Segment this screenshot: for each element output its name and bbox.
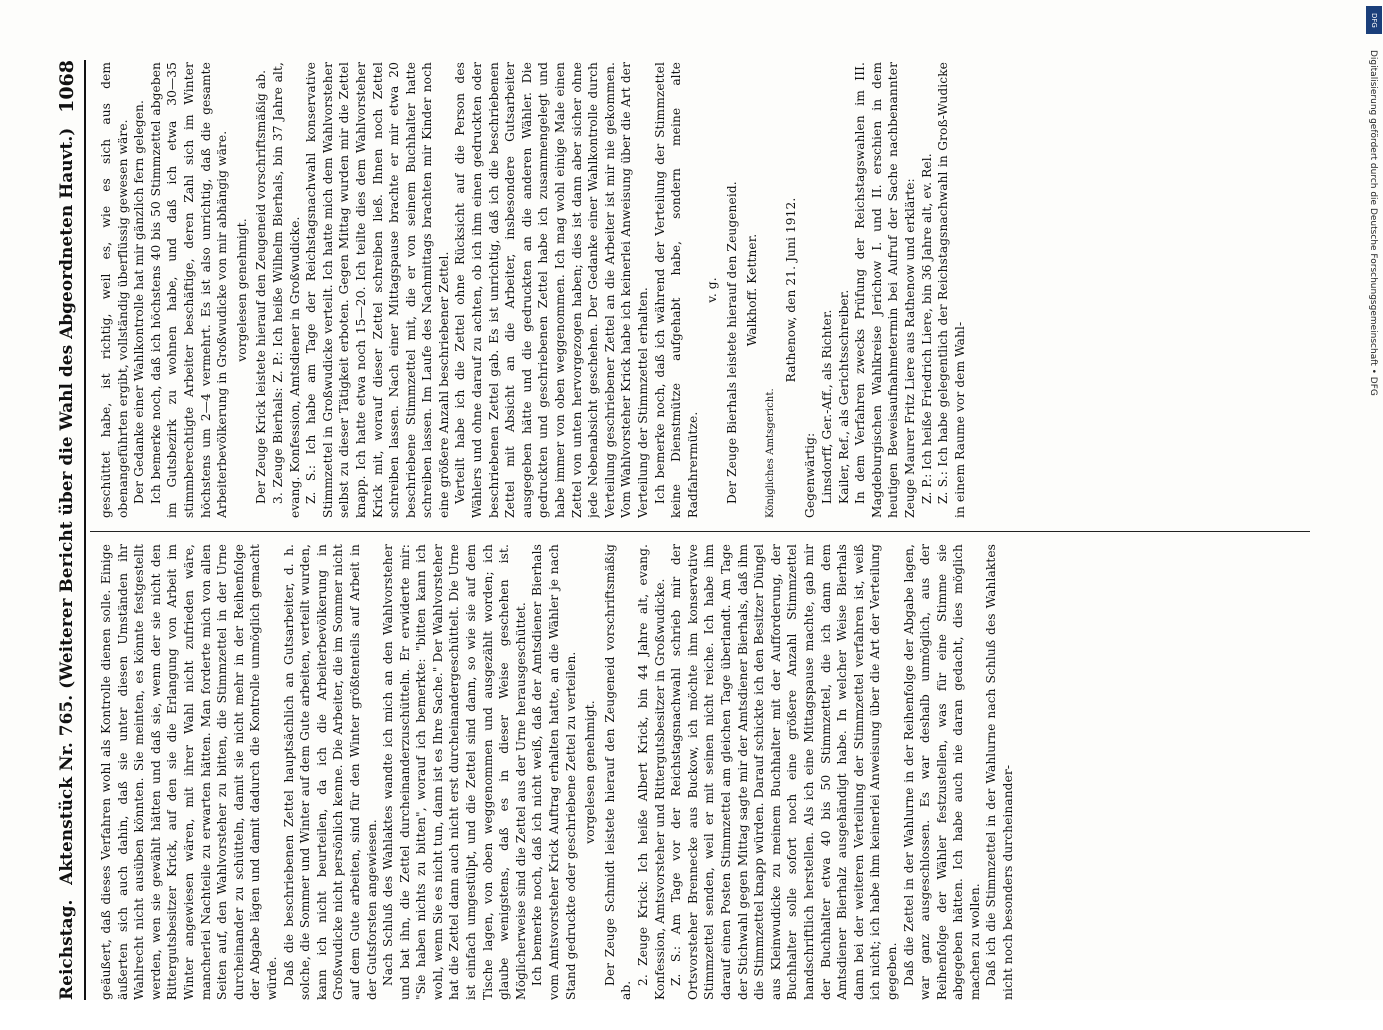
paragraph: Der Zeuge Krick leistete hierauf den Zeugeneid vorschriftsmäßig ab.	[254, 69, 269, 504]
text-column-right	[98, 62, 1308, 518]
paragraph: Verteilt habe ich die Zettel ohne Rücksicht auf die Person des Wählers und ohne darauf zu achten, ob ich ihm einen gedruckten oder beschriebenen Zettel gab. Es ist unrichtig, daß ich die beschriebenen Zettel mit Absicht an die Arbeiter, insbesondere Gutsarbeiter ausgegeben hätte und die gedruckten an die anderen Wähler. Die gedruckten und geschriebenen Zettel habe ich zusammengelegt und habe immer von oben weggenommen. Ich mag wohl einige Male einen Zettel von unten hervorgezogen haben; dies ist dann aber sicher ohne jede Nebenabsicht geschehen. Der Gedanke einer Wahlkontrolle durch Verteilung geschriebener Zettel an die Arbeiter ist mir nie gekommen. Vom Wahlvorsteher Krick habe ich keinerlei Anweisung über die Art der Verteilung der Stimmzettel erhalten.	[453, 62, 650, 518]
paragraph: Z. S.: Ich habe am Tage der Reichstagsnachwahl konservative Stimmzettel in Großwudicke verteilt. Ich hatte mich dem Wahlvorsteher selbst zu dieser Tätigkeit erboten. Gegen Mittag wurden mir die Zettel knapp. Ich hatte etwa noch 15—20. Ich teilte dies dem Wahlvorsteher Krick mit, worauf dieser Zettel schreiben ließ. Ihnen noch Zettel schreiben lassen. Nach einer Mittagspause brachte er mir etwa 20 beschriebene Stimmzettel mit, die er von seinem Buchhalter hatte schreiben lassen. Im Laufe des Nachmittags brachten mir Kinder noch eine größere Anzahl beschriebener Zettel.	[304, 62, 451, 518]
header-left: Reichstag.	[57, 899, 77, 1000]
header-title: Aktenstück Nr. 765. (Weiterer Bericht über die Wahl des Abgeordneten Hauvt.)	[57, 127, 77, 885]
paragraph: Rathenow, den 21. Juni 1912.	[783, 197, 798, 383]
paragraph: In dem Verfahren zwecks Prüfung der Reichstagswahlen im III. Magdeburgischen Wahlkreise Jerichow I. und II. erschien in dem heutigen Beweisaufnahmetermin bei Aufruf der Sache nachbenannter Zeuge Maurer Fritz Liere aus Rathenow und erklärte:	[853, 62, 917, 518]
paragraph: Königliches Amtsgericht.	[765, 388, 777, 518]
paragraph: 3. Zeuge Bierhals: Z. P.: Ich heiße Wilhelm Bierhals, bin 37 Jahre alt, evang. Konfession, Amtsdiener in Großwudicke.	[270, 62, 302, 518]
paragraph: Der Gedanke einer Wahlkontrolle hat mir gänzlich fern gelegen.	[132, 100, 147, 504]
text-column-left	[98, 544, 1308, 1000]
paragraph: Daß ich die Stimmzettel in der Wahlurne nach Schluß des Wahlaktes nicht noch besonders durcheinander-	[984, 544, 1016, 1000]
paragraph: Linsdorff, Ger.-Aff., als Richter.	[819, 309, 834, 504]
column-divider	[90, 531, 1310, 532]
paragraph: Nach Schluß des Wahlaktes wandte ich mich an den Wahlvorsteher und bat ihn, die Zettel durcheinanderzuschütteln. Er erwiderte mir: "Sie haben nichts zu bitten", worauf ich bemerkte: "bitten kann ich wohl, wenn Sie es nicht tun, dann ist es Ihre Sache." Der Wahlvorsteher hat die Zettel dann auch nicht erst durcheinandergeschüttelt. Die Urne ist einfach umgestülpt, und die Zettel sind dann, so wie sie auf dem Tische lagen, von oben weggenommen und ausgezählt worden; ich glaube wenigstens, daß es in dieser Weise geschehen ist. Möglicherweise sind die Zettel aus der Urne herausgeschüttet.	[381, 544, 528, 1000]
digitization-credit: Digitalisierung gefördert durch die Deutsche Forschungsgemeinschaft • DFG	[1368, 50, 1378, 396]
paragraph: Daß die Zettel in der Wahlurne in der Reihenfolge der Abgabe lagen, war ganz ausgeschlossen. Es war deshalb unmöglich, aus der Reihenfolge der Wähler festzustellen, was für eine Stimme sie abgegeben hätten. Ich habe auch nie daran gedacht, dies möglich machen zu wollen.	[901, 544, 982, 1000]
paragraph: vorgelesen genehmigt.	[583, 700, 598, 844]
paragraph: Ich bemerke noch, daß ich nicht weiß, daß der Amtsdiener Bierhals vom Amtsvorsteher Krick Auftrag erhalten hatte, an die Wähler je nach Stand gedruckte oder geschriebene Zettel zu verteilen.	[530, 544, 578, 1000]
paragraph: Walkhoff. Kettner.	[744, 233, 759, 347]
paragraph: Z. S.: Ich habe gelegentlich der Reichstagsnachwahl in Groß-Wudicke in einem Raume vor dem Wahl-	[936, 62, 967, 518]
dfg-logo: DFG	[1366, 6, 1382, 34]
paragraph: Daß die beschriebenen Zettel hauptsächlich an Gutsarbeiter, d. h. solche, die Sommer und Winter auf dem Gute arbeiten, verteilt wurden, kann ich nicht beurteilen, da ich die Arbeiterbevölkerung in Großwudicke nicht persönlich kenne. Die Arbeiter, die im Sommer nicht auf dem Gute arbeiten, sind für den Winter größtenteils auf Arbeit in der Gutsforsten angewiesen.	[281, 544, 379, 1000]
paragraph: vorgelesen genehmigt.	[234, 218, 249, 362]
paragraph: Gegenwärtig:	[803, 432, 818, 518]
paragraph: Der Zeuge Bierhals leistete hierauf den Zeugeneid.	[724, 181, 739, 504]
paragraph: geschüttet habe, ist richtig, weil es, wie es sich aus dem obenangeführten ergibt, vollständig überflüssig gewesen wäre.	[99, 62, 130, 518]
page-header	[50, 60, 86, 1000]
paragraph: 2. Zeuge Krick: Ich heiße Albert Krick, bin 44 Jahre alt, evang. Konfession, Amtsvorsteher und Rittergutsbesitzer in Großwudicke.	[636, 544, 667, 1000]
credit-sidebar	[1366, 10, 1380, 990]
paragraph: Kailer, Ref., als Gerichtsschreiber.	[836, 289, 851, 504]
paragraph: v. g.	[705, 277, 720, 303]
paragraph: Der Zeuge Schmidt leistete hierauf den Zeugeneid vorschriftsmäßig ab.	[602, 544, 634, 1000]
rotated-page-content	[20, 60, 1320, 1000]
paragraph: Z. S.: Am Tage vor der Reichstagsnachwahl schrieb mir der Ortsvorsteher Brennecke aus Buckow, ich möchte ihm konservative Stimmzettel senden, weil er mit seinen nicht reiche. Ich habe ihm darauf einen Posten Stimmzettel am gleichen Tage überlandt. Am Tage der Stichwahl gegen Mittag sagte mir der Amtsdiener Bierhals, daß ihm die Stimmzettel knapp würden. Darauf schickte ich den Besitzer Düngel aus Kleinwudicke zu meinem Buchhalter mit der Aufforderung, der Buchhalter solle sofort noch eine größere Anzahl Stimmzettel handschriftlich herstellen. Als ich eine Mittagspause machte, gab mir der Buchhalter etwa 40 bis 50 Stimmzettel, die ich dann dem Amtsdiener Bierhalz ausgehändigt habe. In welcher Weise Bierhals dann bei der weiteren Verteilung der Stimmzettel verfahren ist, weiß ich nicht; ich habe ihm keinerlei Anweisung über die Art der Verteilung gegeben.	[669, 544, 899, 1000]
paragraph: Ich bemerke noch, daß ich höchstens 40 bis 50 Stimmzettel abgeben im Gutsbezirk zu wohnen habe, und daß ich etwa 30—35 stimmberechtigte Arbeiter beschäftige, deren Zahl sich im Winter höchstens um 2—4 vermehrt. Es ist also unrichtig, daß die gesamte Arbeiterbevölkerung in Großwudicke von mir abhängig wäre.	[148, 62, 230, 518]
paragraph: geäußert, daß dieses Verfahren wohl als Kontrolle dienen solle. Einige äußerten sich auch dahin, daß sie unter diesen Umständen ihr Wahlrecht nicht ausüben könnten. Sie meinten, es könnte festgestellt werden, wen sie gewählt hätten und daß sie, wenn der sie nicht den Rittergutsbesitzer Krick, auf den sie die Erlangung von Arbeit im Winter angewiesen wären, mit ihrer Wahl nicht zufrieden wäre, mancherlei Nachteile zu erwarten hätten. Man forderte mich von allen Seiten auf, den Wahlvorsteher zu bitten, die Stimmzettel in der Urne durcheinander zu schütteln, damit sie nicht mehr in der Reihenfolge der Abgabe lägen und damit dadurch die Kontrolle unmöglich gemacht würde.	[99, 544, 279, 1000]
paragraph: Z. P.: Ich heiße Friedrich Liere, bin 36 Jahre alt, ev. Rel.	[919, 153, 934, 504]
paragraph: Ich bemerke noch, daß ich während der Verteilung der Stimmzettel keine Dienstmütze aufgehabt habe, sondern meine alte Radfahrermütze.	[652, 62, 700, 518]
page-number: 1068	[56, 60, 78, 113]
